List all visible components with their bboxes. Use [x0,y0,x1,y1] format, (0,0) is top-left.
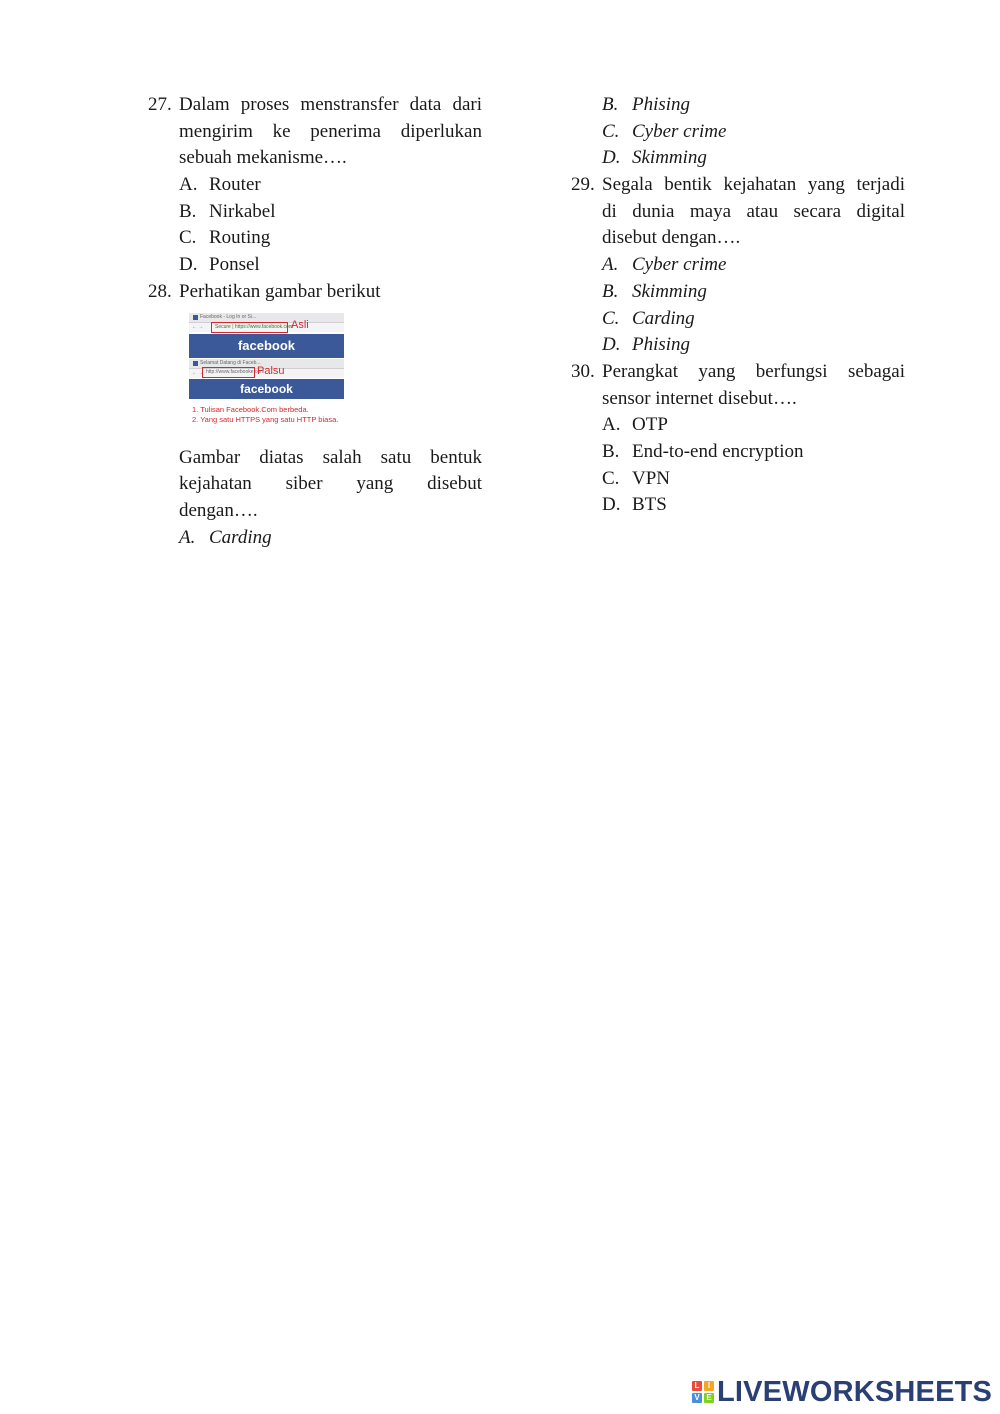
right-column [571,92,905,519]
option-text: BTS [632,494,667,516]
question-text [602,359,905,412]
logo-letter: L [692,1381,702,1391]
url-highlight-box [211,322,294,333]
nav-arrows-icon: ← → [192,369,204,376]
option-letter: D. [179,254,198,276]
option-text: Phising [632,334,691,356]
option-a[interactable] [148,525,482,552]
option-letter: D. [602,494,621,516]
option-text: End-to-end encryption [632,440,804,462]
url-highlight-box [202,367,265,378]
option-text: VPN [632,467,671,489]
option-text: Carding [209,526,272,548]
phishing-comparison-image [189,313,345,431]
facebook-banner: facebook [189,334,344,358]
option-letter: C. [179,227,197,249]
logo-text: LIVEWORKSHEETS [717,1375,993,1408]
option-d[interactable] [148,252,482,279]
option-text: Skimming [632,280,707,302]
option-a[interactable] [571,252,905,279]
question-line: mengirim ke penerima diperlukan [179,120,482,142]
question-line: dengan…. [179,499,258,521]
option-text: OTP [632,414,668,436]
browser-tab-title: Selamat Datang di Faceb... [200,359,261,366]
option-b[interactable] [148,199,482,226]
option-letter: A. [602,414,621,436]
option-letter: A. [179,174,198,196]
figure-note: 2. Yang satu HTTPS yang satu HTTP biasa. [192,414,339,424]
option-c[interactable] [148,225,482,252]
question-line: Dalam proses menstransfer data dari [179,94,482,115]
option-b[interactable] [571,92,905,119]
question-text [179,92,482,172]
logo-letter: I [704,1381,714,1391]
option-text: Routing [209,227,271,249]
logo-letter: V [692,1393,702,1403]
option-letter: B. [602,280,619,302]
option-letter: C. [602,307,620,329]
liveworksheets-logo [692,1376,992,1408]
question-line: disebut dengan…. [602,227,741,249]
question-30 [571,359,905,412]
option-letter: D. [602,147,621,169]
question-number: 28. [148,280,172,302]
label-fake: Palsu [257,364,285,377]
option-letter: D. [602,334,621,356]
option-letter: A. [602,254,619,276]
question-number: 27. [148,94,172,115]
option-letter: C. [602,120,620,142]
option-text: Router [209,174,261,196]
option-letter: C. [602,467,620,489]
option-a[interactable] [571,412,905,439]
logo-grid-icon [692,1381,714,1403]
question-number: 29. [571,174,595,196]
option-b[interactable] [571,439,905,466]
option-a[interactable] [148,172,482,199]
option-letter: B. [602,440,620,462]
figure-note: 1. Tulisan Facebook.Com berbeda. [192,404,309,414]
option-text: Carding [632,307,695,329]
question-28-text [148,445,482,525]
label-real: Asli [291,318,309,331]
question-line: Segala bentik kejahatan yang terjadi [602,174,905,196]
option-letter: A. [179,526,196,548]
option-letter: B. [179,200,197,222]
option-d[interactable] [571,145,905,172]
facebook-banner: facebook [189,379,344,399]
favicon-icon [193,361,198,366]
question-27 [148,92,482,172]
question-line: kejahatan siber yang disebut [179,473,482,495]
logo-letter: E [704,1393,714,1403]
option-c[interactable] [571,119,905,146]
option-d[interactable] [571,492,905,519]
option-text: Cyber crime [632,120,727,142]
option-b[interactable] [571,279,905,306]
option-text: Skimming [632,147,707,169]
option-c[interactable] [571,466,905,493]
question-text [179,445,482,525]
favicon-icon [193,315,198,320]
question-prompt: Perhatikan gambar berikut [179,280,381,302]
option-text: Nirkabel [209,200,276,222]
url-text: http://www.facebooke.com [206,368,265,375]
question-29 [571,172,905,252]
nav-arrows-icon: ← → [192,323,204,330]
option-d[interactable] [571,332,905,359]
question-line: Gambar diatas salah satu bentuk [179,446,482,468]
option-c[interactable] [571,306,905,333]
left-column [148,92,482,551]
option-letter: B. [602,94,619,115]
question-line: sensor internet disebut…. [602,387,797,409]
question-line: di dunia maya atau secara digital [602,200,905,222]
url-text: Secure | https://www.facebook.com [215,323,294,330]
question-line: Perangkat yang berfungsi sebagai [602,360,905,382]
question-28 [148,279,482,306]
option-text: Ponsel [209,254,260,276]
option-text: Phising [632,94,691,115]
question-text [602,172,905,252]
browser-tab-title: Facebook - Log In or Si... [200,313,257,320]
option-text: Cyber crime [632,254,727,276]
question-line: sebuah mekanisme…. [179,147,347,169]
question-number: 30. [571,360,595,382]
